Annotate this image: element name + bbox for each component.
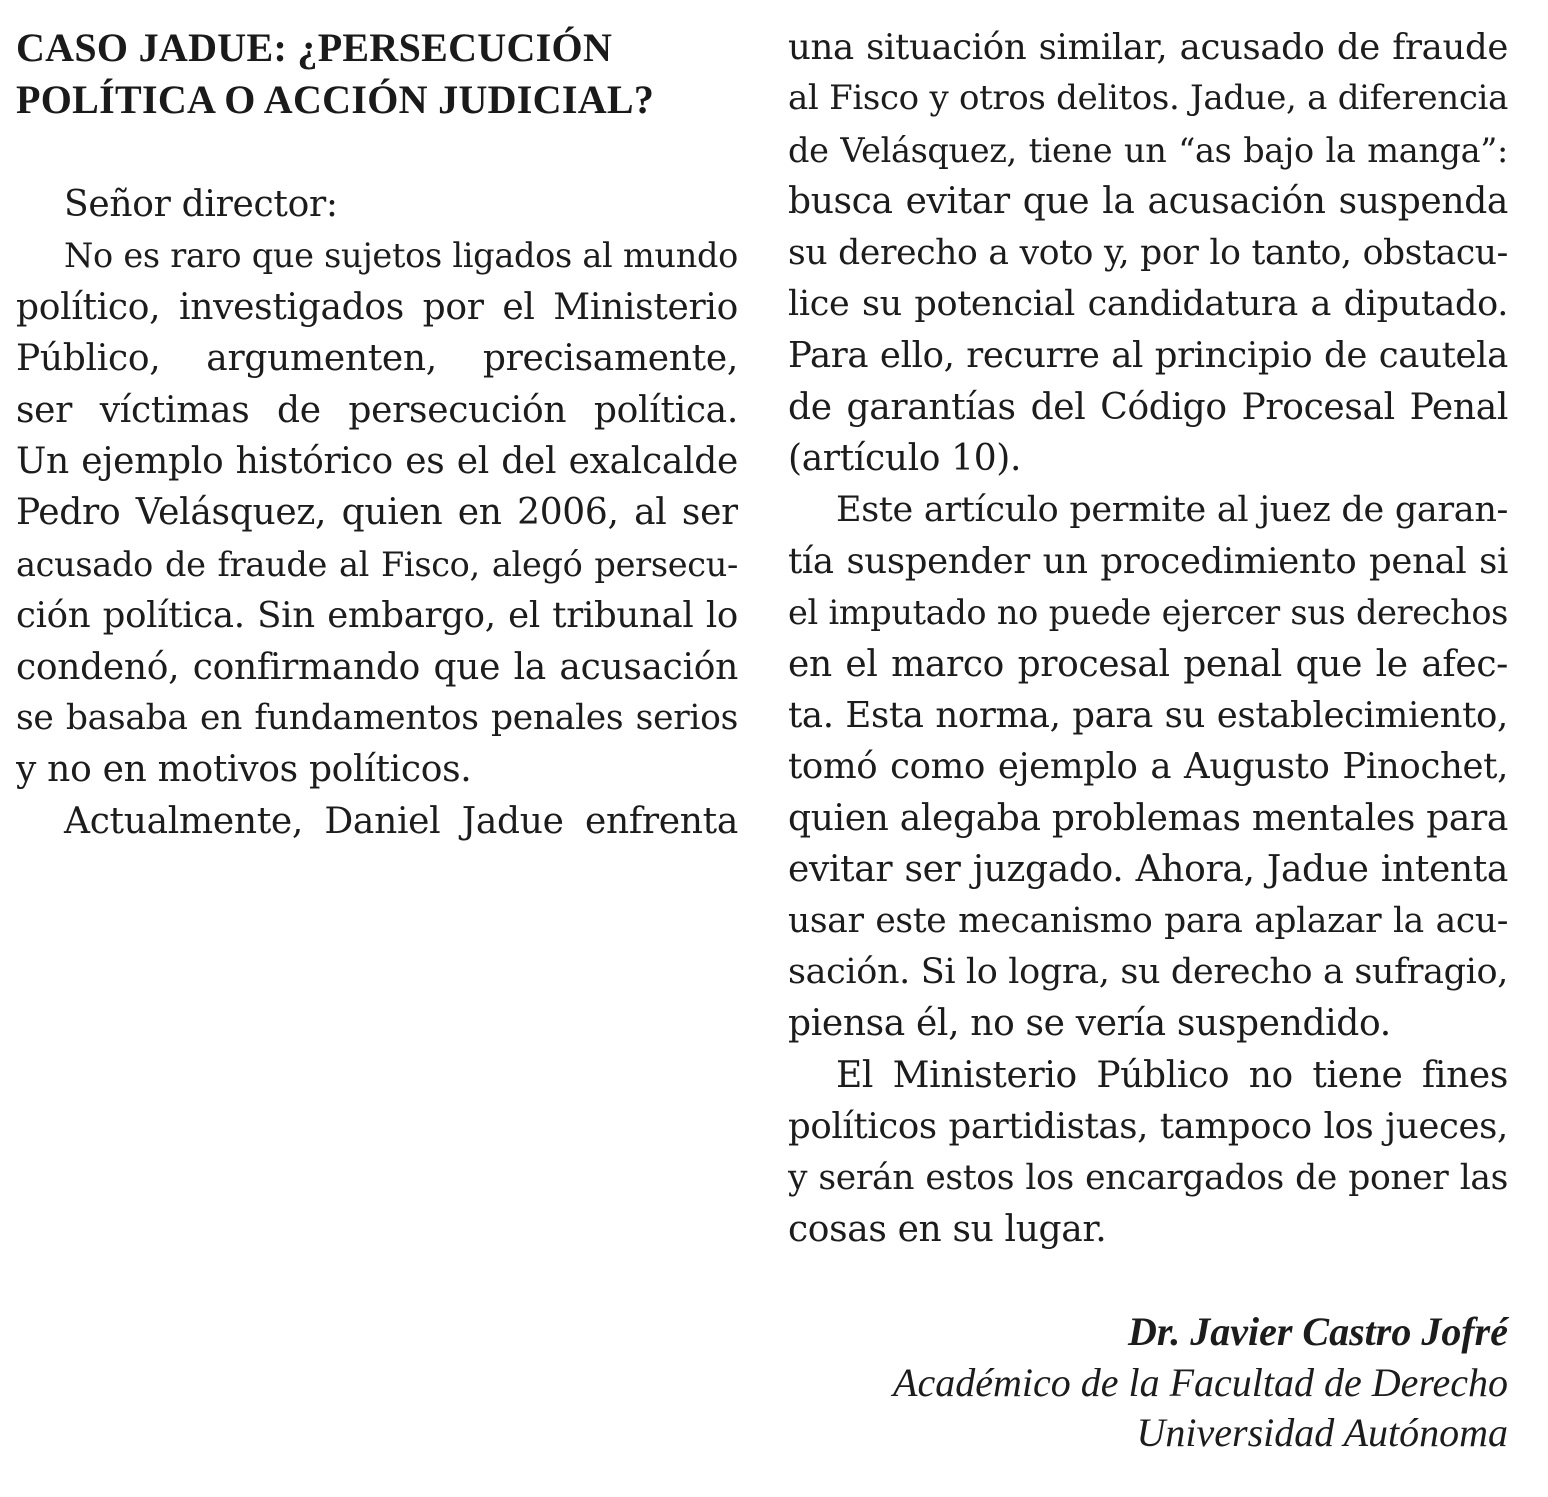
paragraph-4 xyxy=(788,1050,1508,1256)
author-title: Académico de la Facultad de Derecho xyxy=(893,1360,1508,1405)
text-line: piensa él, no se vería suspendido. xyxy=(788,1003,1391,1045)
text-line: tía suspender un procedimiento penal si xyxy=(788,540,1508,582)
text-line: sación. Si lo logra, su derecho a sufragio, xyxy=(788,952,1508,993)
right-column xyxy=(788,22,1508,1255)
text-line: de garantías del Código Procesal Penal xyxy=(788,386,1508,428)
text-line: Para ello, recurre al principio de cautela xyxy=(788,335,1508,377)
text-line: ción política. Sin embargo, el tribunal lo xyxy=(16,595,738,637)
text-line: ser víctimas de persecución política. xyxy=(16,389,738,431)
text-line: busca evitar que la acusación suspenda xyxy=(788,181,1508,223)
text-line: ta. Esta norma, para su establecimiento, xyxy=(788,695,1508,737)
text-line: usar este mecanismo para aplazar la acu- xyxy=(788,900,1508,941)
paragraph-2-continued xyxy=(788,22,1508,485)
text-line: tomó como ejemplo a Augusto Pinochet, xyxy=(788,746,1508,788)
text-line: el imputado no puede ejercer sus derechos xyxy=(788,593,1508,633)
text-line: de Velásquez, tiene un “as bajo la manga”: xyxy=(788,130,1508,170)
left-column xyxy=(16,22,738,847)
text-line: Público, argumenten, precisamente, xyxy=(16,338,738,380)
text-line: cosas en su lugar. xyxy=(788,1208,1107,1250)
headline-line-2: POLÍTICA O ACCIÓN JUDICIAL? xyxy=(16,77,655,122)
paragraph-1 xyxy=(16,230,738,795)
text-line: quien alegaba problemas mentales para xyxy=(788,797,1508,839)
text-line: Un ejemplo histórico es el del exalcalde xyxy=(16,440,738,482)
text-line: lice su potencial candidatura a diputado. xyxy=(788,283,1508,324)
text-line: condenó, confirmando que la acusación xyxy=(16,646,738,688)
paragraph-3 xyxy=(788,485,1508,1050)
text-line: al Fisco y otros delitos. Jadue, a diferencia xyxy=(788,78,1508,119)
headline-line-1: CASO JADUE: ¿PERSECUCIÓN xyxy=(16,25,613,70)
text-line: evitar ser juzgado. Ahora, Jadue intenta xyxy=(788,849,1508,891)
text-line: (artículo 10). xyxy=(788,438,1022,480)
text-line: Este artículo permite al juez de garan- xyxy=(836,489,1508,530)
text-line: se basaba en fundamentos penales serios xyxy=(16,697,738,738)
text-line: El Ministerio Público no tiene fines xyxy=(836,1054,1508,1096)
text-line: y no en motivos políticos. xyxy=(16,749,472,791)
text-line: político, investigados por el Ministerio xyxy=(16,286,738,328)
headline xyxy=(16,22,738,126)
text-line: una situación similar, acusado de fraude xyxy=(788,27,1508,68)
text-line: Actualmente, Daniel Jadue enfrenta xyxy=(64,800,738,842)
text-line: su derecho a voto y, por lo tanto, obstacu- xyxy=(788,232,1508,273)
author-name: Dr. Javier Castro Jofré xyxy=(1128,1309,1508,1354)
text-line: y serán estos los encargados de poner las xyxy=(788,1157,1508,1198)
text-line: acusado de fraude al Fisco, alegó persecu- xyxy=(16,544,738,584)
text-line: Pedro Velásquez, quien en 2006, al ser xyxy=(16,492,738,534)
signature-block xyxy=(893,1306,1508,1458)
text-line: en el marco procesal penal que le afec- xyxy=(788,643,1508,685)
author-institution: Universidad Autónoma xyxy=(1136,1410,1508,1455)
text-line: No es raro que sujetos ligados al mundo xyxy=(64,236,738,276)
salutation: Señor director: xyxy=(64,184,338,225)
text-line: políticos partidistas, tampoco los jueces, xyxy=(788,1106,1508,1148)
salutation-block xyxy=(16,179,738,230)
paragraph-2-start xyxy=(16,796,738,847)
